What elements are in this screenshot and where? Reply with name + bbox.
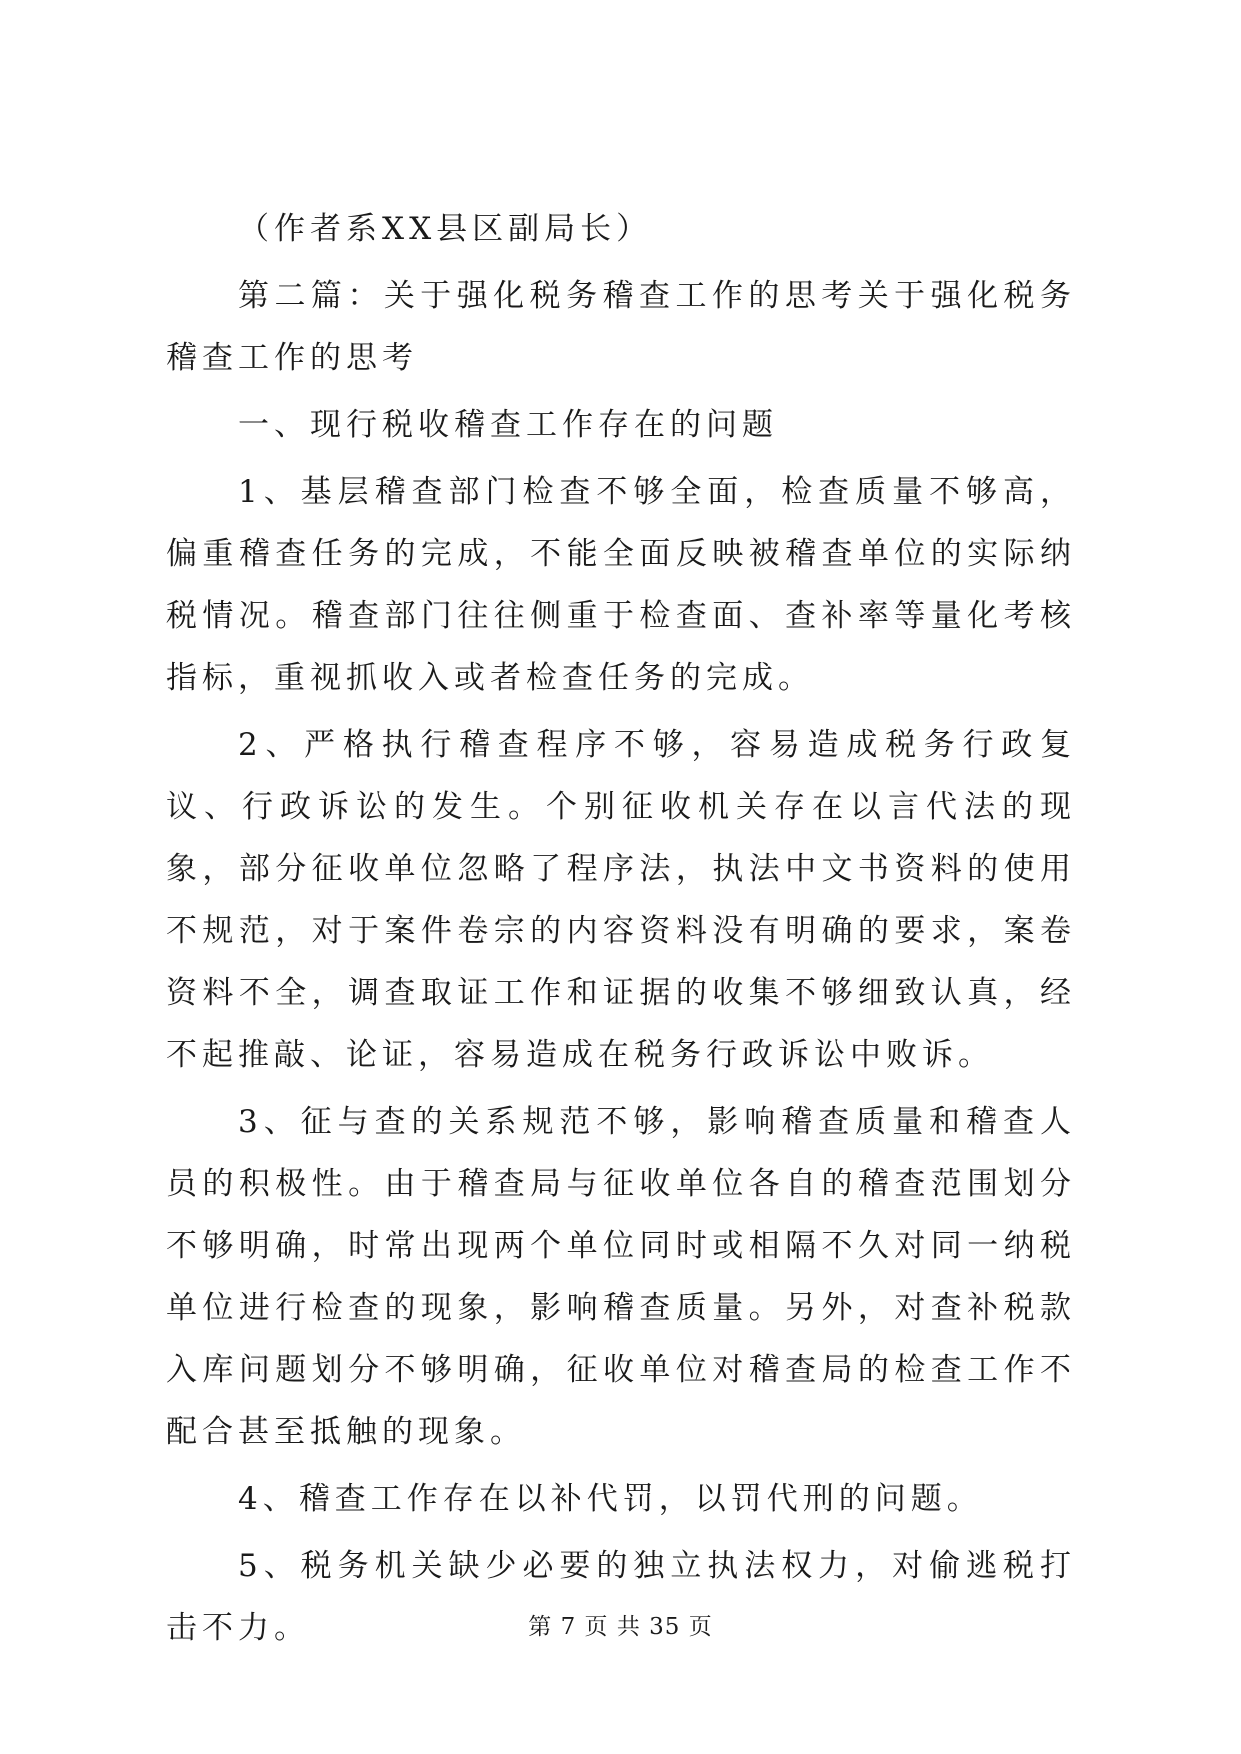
chapter-heading: 第二篇：关于强化税务稽查工作的思考关于强化税务稽查工作的思考 bbox=[166, 278, 1076, 376]
section-heading: 一、现行税收稽查工作存在的问题 bbox=[238, 407, 778, 443]
page-number-footer: 第 7 页 共 35 页 bbox=[528, 1614, 713, 1640]
paragraph-2: 2、严格执行稽查程序不够，容易造成税务行政复议、行政诉讼的发生。个别征收机关存在以言代法的现象，部分征收单位忽略了程序法，执法中文书资料的使用不规范，对于案件卷宗的内容资料没有明确的要求，案卷资料不全，调查取证工作和证据的收集不够细致认真，经不起推敲、论证，容易造成在税务行政诉讼中败诉。 bbox=[166, 727, 1076, 1073]
paragraph-5: 5、税务机关缺少必要的独立执法权力，对偷逃税打击不力。 bbox=[166, 1548, 1076, 1646]
body-text bbox=[166, 198, 1076, 1659]
paragraph-4: 4、稽查工作存在以补代罚，以罚代刑的问题。 bbox=[238, 1481, 983, 1517]
author-note: （作者系XX县区副局长） bbox=[238, 211, 653, 247]
paragraph-3: 3、征与查的关系规范不够，影响稽查质量和稽查人员的积极性。由于稽查局与征收单位各自的稽查范围划分不够明确，时常出现两个单位同时或相隔不久对同一纳税单位进行检查的现象，影响稽查质量。另外，对查补税款入库问题划分不够明确，征收单位对稽查局的检查工作不配合甚至抵触的现象。 bbox=[166, 1104, 1076, 1450]
paragraph-1: 1、基层稽查部门检查不够全面，检查质量不够高，偏重稽查任务的完成，不能全面反映被稽查单位的实际纳税情况。稽查部门往往侧重于检查面、查补率等量化考核指标，重视抓收入或者检查任务的完成。 bbox=[166, 474, 1076, 696]
